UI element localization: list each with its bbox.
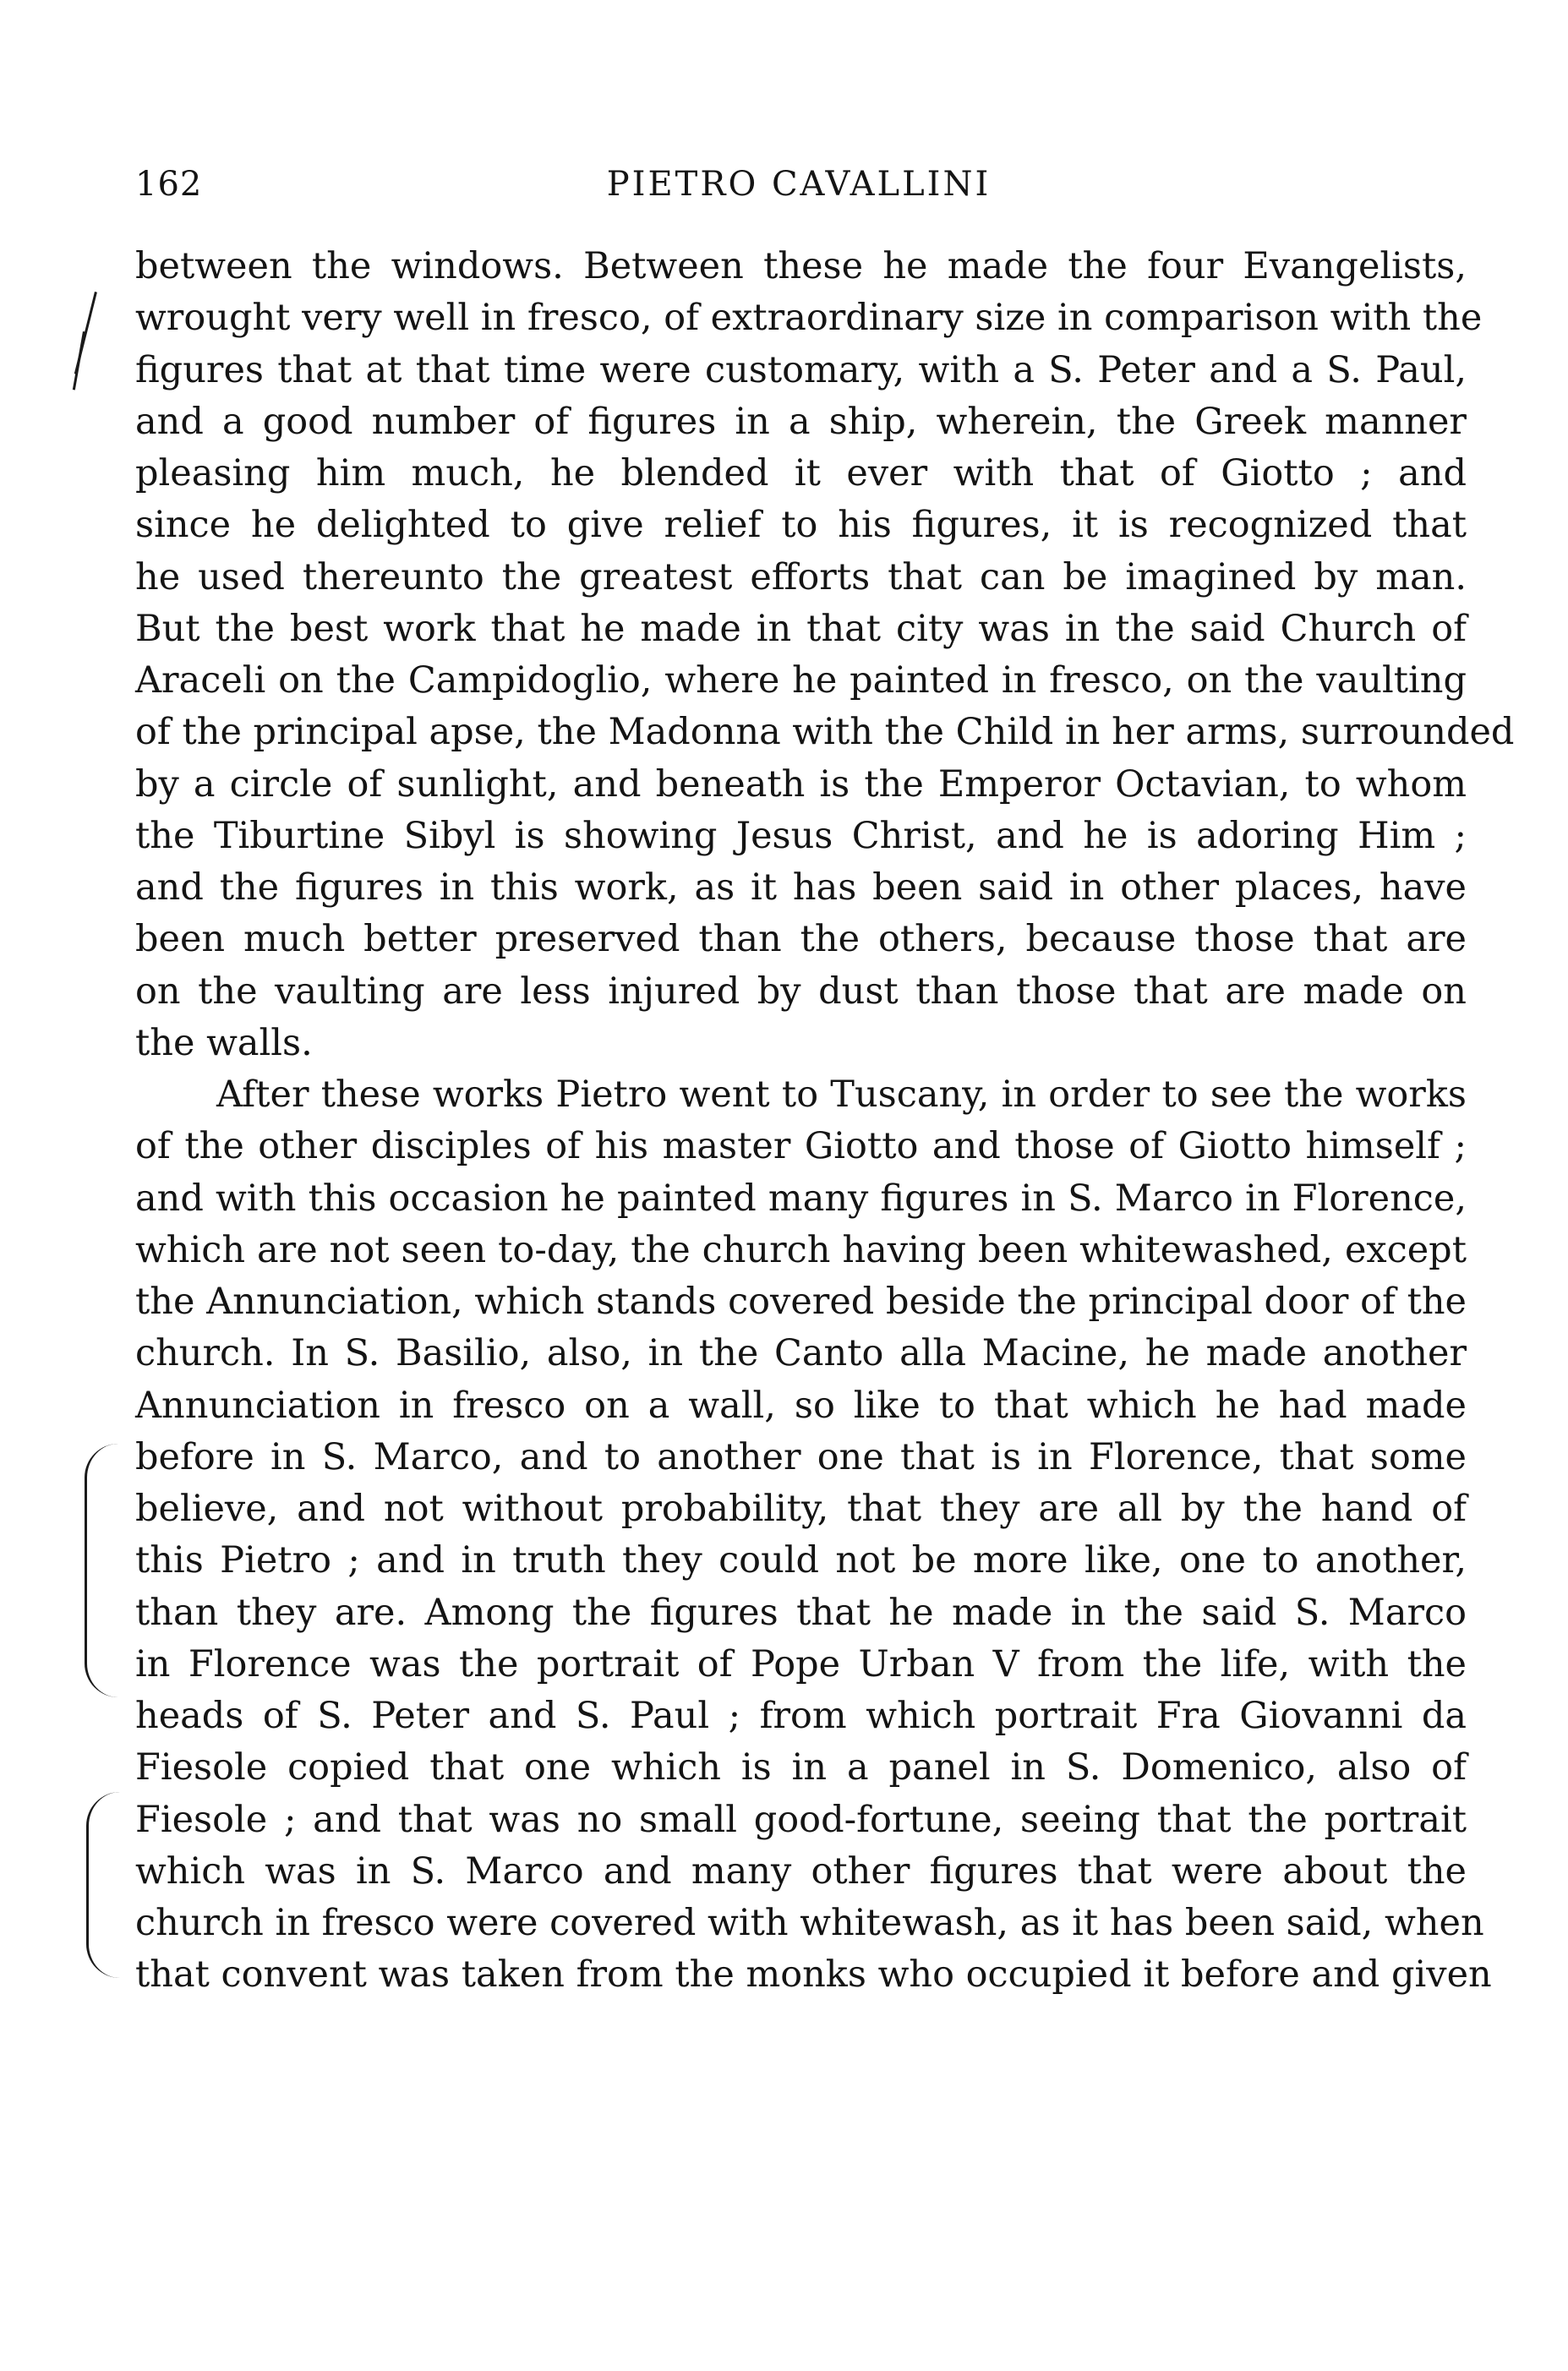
- paragraph: [135, 241, 1515, 1069]
- text-line: believe, and not without probability, that they are all by the hand of: [135, 1488, 1467, 1530]
- paragraph: [135, 1069, 1492, 2002]
- text-line: been much better preserved than the others, because those that are: [135, 918, 1467, 961]
- text-line: that convent was taken from the monks who occupied it before and given: [135, 1953, 1492, 1997]
- text-line: and with this occasion he painted many figures in S. Marco in Florence,: [135, 1177, 1467, 1220]
- text-line: he used thereunto the greatest efforts that can be imagined by man.: [135, 555, 1467, 598]
- text-line: After these works Pietro went to Tuscany, in order to see the works: [216, 1074, 1467, 1116]
- text-line: wrought very well in fresco, of extraordinary size in comparison with the: [135, 297, 1483, 340]
- text-line: the Annunciation, which stands covered beside the principal door of the: [135, 1281, 1467, 1323]
- text-line: in Florence was the portrait of Pope Urban V from the life, with the: [135, 1642, 1467, 1685]
- text-line: of the principal apse, the Madonna with the Child in her arms, surrounded: [135, 711, 1515, 754]
- text-line: which was in S. Marco and many other figures that were about the: [135, 1849, 1467, 1893]
- margin-bracket-mark: [86, 1792, 123, 1978]
- body-text: [135, 241, 1515, 2002]
- text-line: church. In S. Basilio, also, in the Canto alla Macine, he made another: [135, 1332, 1467, 1375]
- text-line: the walls.: [135, 1021, 313, 1064]
- text-line: since he delighted to give relief to his figures, it is recognized that: [135, 504, 1467, 547]
- text-line: by a circle of sunlight, and beneath is the Emperor Octavian, to whom: [135, 762, 1467, 806]
- text-line: figures that at that time were customary, with a S. Peter and a S. Paul,: [135, 348, 1467, 391]
- text-line: Annunciation in fresco on a wall, so like to that which he had made: [135, 1384, 1467, 1427]
- text-line: the Tiburtine Sibyl is showing Jesus Christ, and he is adoring Him ;: [135, 814, 1467, 857]
- text-line: heads of S. Peter and S. Paul ; from which portrait Fra Giovanni da: [135, 1695, 1467, 1737]
- text-line: between the windows. Between these he made the four Evangelists,: [135, 245, 1467, 287]
- text-line: than they are. Among the figures that he made in the said S. Marco: [135, 1591, 1467, 1634]
- page-number: 162: [135, 165, 203, 204]
- page-header: [135, 159, 1462, 210]
- text-line: church in fresco were covered with whitewash, as it has been said, when: [135, 1902, 1484, 1944]
- text-line: this Pietro ; and in truth they could not be more like, one to another,: [135, 1539, 1467, 1582]
- text-line: before in S. Marco, and to another one that is in Florence, that some: [135, 1435, 1467, 1478]
- text-line: on the vaulting are less injured by dust than those that are made on: [135, 970, 1467, 1013]
- text-line: and the figures in this work, as it has been said in other places, have: [135, 866, 1467, 909]
- running-title: PIETRO CAVALLINI: [606, 165, 992, 204]
- text-line: of the other disciples of his master Giotto and those of Giotto himself ;: [135, 1125, 1467, 1168]
- text-line: which are not seen to-day, the church having been whitewashed, except: [135, 1228, 1467, 1271]
- margin-bracket-mark: [85, 1444, 121, 1697]
- text-line: But the best work that he made in that city was in the said Church of: [135, 607, 1467, 650]
- text-line: Fiesole ; and that was no small good-fortune, seeing that the portrait: [135, 1798, 1467, 1841]
- text-line: Fiesole copied that one which is in a panel in S. Domenico, also of: [135, 1746, 1467, 1789]
- text-line: pleasing him much, he blended it ever with that of Giotto ; and: [135, 452, 1467, 494]
- text-line: Araceli on the Campidoglio, where he painted in fresco, on the vaulting: [135, 659, 1467, 702]
- text-line: and a good number of figures in a ship, wherein, the Greek manner: [135, 400, 1467, 443]
- margin-pencil-mark: [73, 331, 85, 390]
